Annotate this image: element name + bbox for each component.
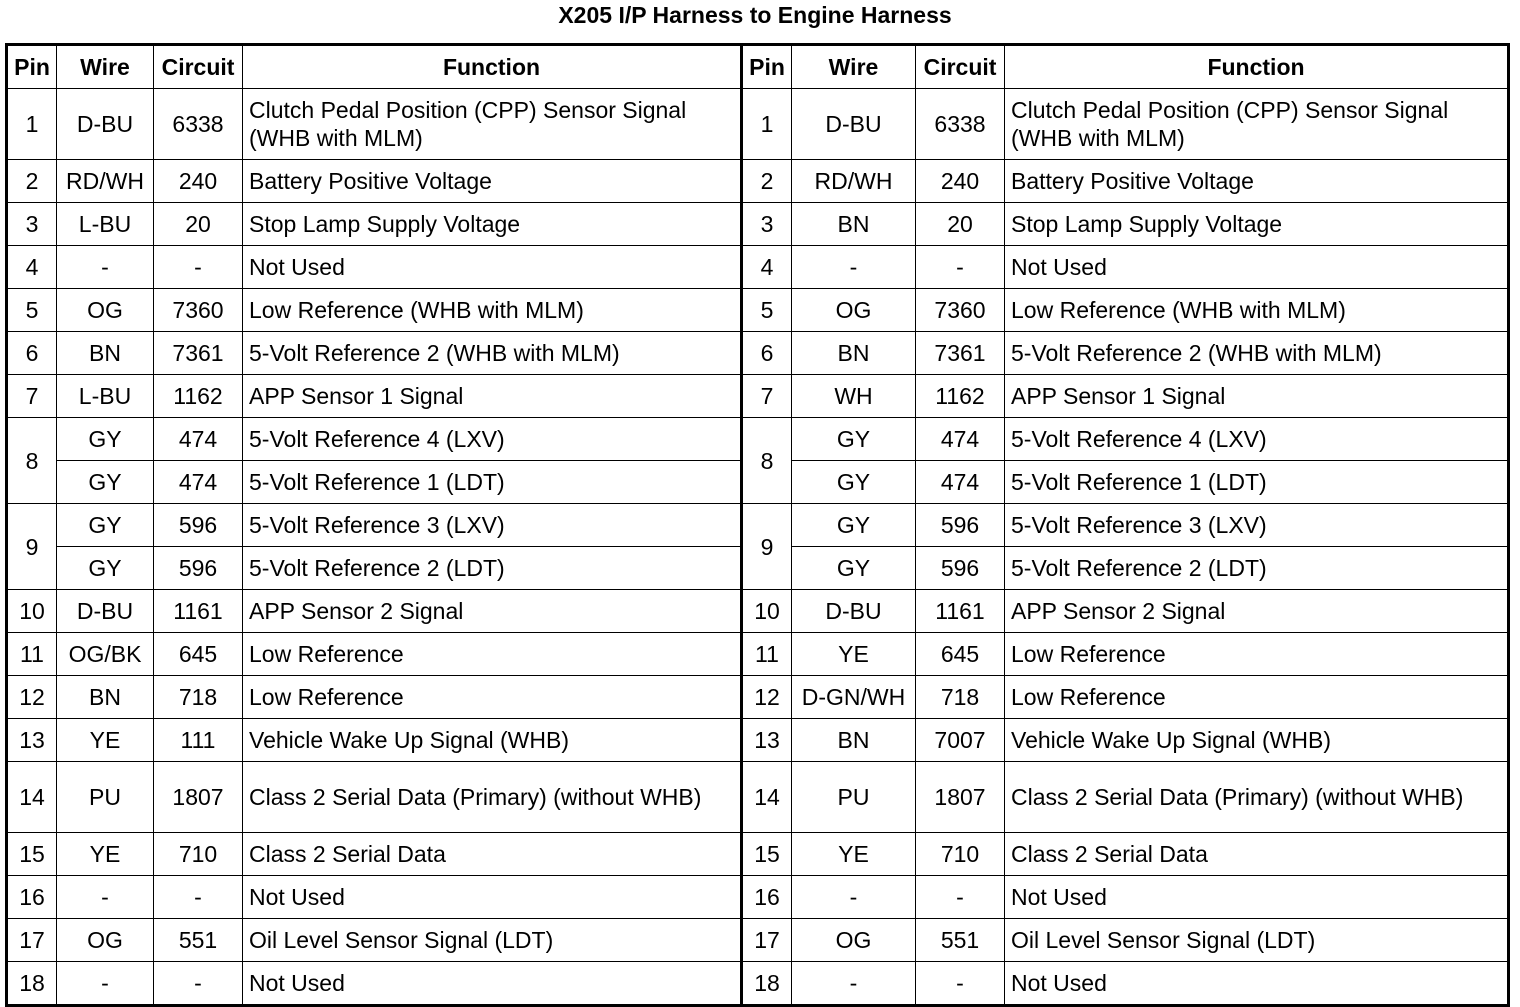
circuit-number: - <box>154 962 243 1006</box>
wire-color: GY <box>792 418 916 461</box>
function-description: 5-Volt Reference 2 (WHB with MLM) <box>1005 332 1509 375</box>
pin-number: 18 <box>7 962 57 1006</box>
pin-number: 7 <box>742 375 792 418</box>
function-description: 5-Volt Reference 4 (LXV) <box>243 418 742 461</box>
function-description: APP Sensor 1 Signal <box>1005 375 1509 418</box>
header-pin: Pin <box>742 45 792 89</box>
function-description: Stop Lamp Supply Voltage <box>243 203 742 246</box>
circuit-number: - <box>916 962 1005 1006</box>
circuit-number: 7361 <box>916 332 1005 375</box>
circuit-number: 710 <box>916 833 1005 876</box>
header-function: Function <box>243 45 742 89</box>
wire-color: BN <box>57 676 154 719</box>
function-description: Vehicle Wake Up Signal (WHB) <box>243 719 742 762</box>
wire-color: BN <box>792 332 916 375</box>
wire-color: - <box>792 962 916 1006</box>
circuit-number: - <box>916 876 1005 919</box>
table-row <box>7 762 1509 833</box>
function-description: APP Sensor 2 Signal <box>243 590 742 633</box>
pin-number: 12 <box>742 676 792 719</box>
pin-number: 8 <box>742 418 792 504</box>
wire-color: - <box>57 246 154 289</box>
pin-number: 8 <box>7 418 57 504</box>
function-description: 5-Volt Reference 1 (LDT) <box>1005 461 1509 504</box>
function-description: Not Used <box>1005 876 1509 919</box>
function-description: Low Reference (WHB with MLM) <box>243 289 742 332</box>
table-row <box>7 919 1509 962</box>
wire-color: YE <box>792 833 916 876</box>
table-row <box>7 590 1509 633</box>
circuit-number: 6338 <box>154 89 243 160</box>
function-description: Low Reference <box>1005 633 1509 676</box>
table-row <box>7 876 1509 919</box>
circuit-number: 7360 <box>916 289 1005 332</box>
circuit-number: 111 <box>154 719 243 762</box>
function-description: Battery Positive Voltage <box>1005 160 1509 203</box>
table-row <box>7 89 1509 160</box>
function-description: 5-Volt Reference 2 (LDT) <box>243 547 742 590</box>
function-description: Oil Level Sensor Signal (LDT) <box>1005 919 1509 962</box>
circuit-number: 645 <box>916 633 1005 676</box>
wire-color: GY <box>792 547 916 590</box>
wire-color: OG <box>792 289 916 332</box>
table-row <box>7 246 1509 289</box>
circuit-number: 1807 <box>154 762 243 833</box>
circuit-number: 596 <box>154 547 243 590</box>
pin-number: 15 <box>7 833 57 876</box>
pinout-body <box>7 89 1509 1006</box>
circuit-number: - <box>916 246 1005 289</box>
circuit-number: 1162 <box>154 375 243 418</box>
function-description: Oil Level Sensor Signal (LDT) <box>243 919 742 962</box>
wire-color: YE <box>57 719 154 762</box>
function-description: Battery Positive Voltage <box>243 160 742 203</box>
table-row <box>7 719 1509 762</box>
pin-number: 3 <box>742 203 792 246</box>
circuit-number: 596 <box>916 547 1005 590</box>
wire-color: GY <box>57 547 154 590</box>
function-description: Low Reference <box>1005 676 1509 719</box>
wire-color: YE <box>57 833 154 876</box>
wire-color: PU <box>792 762 916 833</box>
wire-color: YE <box>792 633 916 676</box>
pin-number: 14 <box>742 762 792 833</box>
circuit-number: 1162 <box>916 375 1005 418</box>
pin-number: 17 <box>742 919 792 962</box>
pin-number: 6 <box>742 332 792 375</box>
wire-color: L-BU <box>57 375 154 418</box>
header-row <box>7 45 1509 89</box>
pin-number: 6 <box>7 332 57 375</box>
pin-number: 5 <box>7 289 57 332</box>
pin-number: 13 <box>742 719 792 762</box>
table-row <box>7 418 1509 461</box>
function-description: 5-Volt Reference 4 (LXV) <box>1005 418 1509 461</box>
function-description: Not Used <box>243 962 742 1006</box>
header-circuit: Circuit <box>154 45 243 89</box>
function-description: Low Reference (WHB with MLM) <box>1005 289 1509 332</box>
circuit-number: 551 <box>154 919 243 962</box>
header-wire: Wire <box>57 45 154 89</box>
pin-number: 9 <box>7 504 57 590</box>
circuit-number: 474 <box>154 461 243 504</box>
circuit-number: 1807 <box>916 762 1005 833</box>
wire-color: - <box>792 876 916 919</box>
function-description: APP Sensor 1 Signal <box>243 375 742 418</box>
wire-color: GY <box>57 461 154 504</box>
function-description: Not Used <box>1005 962 1509 1006</box>
wire-color: GY <box>57 418 154 461</box>
function-description: 5-Volt Reference 3 (LXV) <box>1005 504 1509 547</box>
wire-color: RD/WH <box>792 160 916 203</box>
wire-color: WH <box>792 375 916 418</box>
pin-number: 18 <box>742 962 792 1006</box>
circuit-number: 710 <box>154 833 243 876</box>
circuit-number: 718 <box>154 676 243 719</box>
table-row <box>7 203 1509 246</box>
circuit-number: 7360 <box>154 289 243 332</box>
pin-number: 16 <box>7 876 57 919</box>
function-description: Class 2 Serial Data <box>1005 833 1509 876</box>
table-row <box>7 332 1509 375</box>
wire-color: D-GN/WH <box>792 676 916 719</box>
pin-number: 3 <box>7 203 57 246</box>
pin-number: 12 <box>7 676 57 719</box>
header-pin: Pin <box>7 45 57 89</box>
table-row <box>7 289 1509 332</box>
pin-number: 4 <box>7 246 57 289</box>
pin-number: 17 <box>7 919 57 962</box>
function-description: 5-Volt Reference 2 (WHB with MLM) <box>243 332 742 375</box>
pin-number: 4 <box>742 246 792 289</box>
wire-color: PU <box>57 762 154 833</box>
function-description: Not Used <box>243 246 742 289</box>
function-description: 5-Volt Reference 3 (LXV) <box>243 504 742 547</box>
wire-color: OG/BK <box>57 633 154 676</box>
pin-number: 10 <box>742 590 792 633</box>
pin-number: 1 <box>742 89 792 160</box>
header-circuit: Circuit <box>916 45 1005 89</box>
pin-number: 14 <box>7 762 57 833</box>
pin-number: 15 <box>742 833 792 876</box>
pin-number: 10 <box>7 590 57 633</box>
circuit-number: 551 <box>916 919 1005 962</box>
function-description: Stop Lamp Supply Voltage <box>1005 203 1509 246</box>
table-row <box>7 633 1509 676</box>
circuit-number: 6338 <box>916 89 1005 160</box>
function-description: 5-Volt Reference 1 (LDT) <box>243 461 742 504</box>
table-row <box>7 676 1509 719</box>
wire-color: GY <box>792 504 916 547</box>
function-description: Clutch Pedal Position (CPP) Sensor Signal (WHB with MLM) <box>243 89 742 160</box>
wire-color: D-BU <box>57 590 154 633</box>
circuit-number: 1161 <box>916 590 1005 633</box>
header-wire: Wire <box>792 45 916 89</box>
pin-number: 13 <box>7 719 57 762</box>
table-row <box>7 375 1509 418</box>
wire-color: BN <box>57 332 154 375</box>
circuit-number: 596 <box>916 504 1005 547</box>
pinout-table <box>5 43 1510 1007</box>
wire-color: D-BU <box>792 590 916 633</box>
function-description: Not Used <box>1005 246 1509 289</box>
circuit-number: 1161 <box>154 590 243 633</box>
pin-number: 5 <box>742 289 792 332</box>
circuit-number: 20 <box>916 203 1005 246</box>
wire-color: BN <box>792 719 916 762</box>
function-description: 5-Volt Reference 2 (LDT) <box>1005 547 1509 590</box>
wire-color: L-BU <box>57 203 154 246</box>
circuit-number: 240 <box>916 160 1005 203</box>
circuit-number: 7007 <box>916 719 1005 762</box>
wire-color: GY <box>792 461 916 504</box>
circuit-number: 240 <box>154 160 243 203</box>
circuit-number: 474 <box>916 418 1005 461</box>
wire-color: - <box>57 962 154 1006</box>
circuit-number: 474 <box>154 418 243 461</box>
function-description: Vehicle Wake Up Signal (WHB) <box>1005 719 1509 762</box>
pin-number: 7 <box>7 375 57 418</box>
wire-color: OG <box>57 919 154 962</box>
function-description: APP Sensor 2 Signal <box>1005 590 1509 633</box>
pin-number: 2 <box>7 160 57 203</box>
header-function: Function <box>1005 45 1509 89</box>
pin-number: 9 <box>742 504 792 590</box>
function-description: Not Used <box>243 876 742 919</box>
function-description: Class 2 Serial Data <box>243 833 742 876</box>
circuit-number: 7361 <box>154 332 243 375</box>
wire-color: BN <box>792 203 916 246</box>
function-description: Low Reference <box>243 633 742 676</box>
circuit-number: 596 <box>154 504 243 547</box>
circuit-number: 645 <box>154 633 243 676</box>
function-description: Class 2 Serial Data (Primary) (without WHB) <box>1005 762 1509 833</box>
function-description: Class 2 Serial Data (Primary) (without WHB) <box>243 762 742 833</box>
pin-number: 11 <box>742 633 792 676</box>
pin-number: 16 <box>742 876 792 919</box>
table-row <box>7 833 1509 876</box>
wire-color: GY <box>57 504 154 547</box>
table-row <box>7 160 1509 203</box>
pin-number: 11 <box>7 633 57 676</box>
wire-color: D-BU <box>57 89 154 160</box>
function-description: Clutch Pedal Position (CPP) Sensor Signal (WHB with MLM) <box>1005 89 1509 160</box>
wire-color: OG <box>57 289 154 332</box>
circuit-number: - <box>154 246 243 289</box>
page-title: X205 I/P Harness to Engine Harness <box>558 2 952 28</box>
pin-number: 1 <box>7 89 57 160</box>
wire-color: OG <box>792 919 916 962</box>
wire-color: D-BU <box>792 89 916 160</box>
circuit-number: - <box>154 876 243 919</box>
table-row <box>7 504 1509 547</box>
wire-color: RD/WH <box>57 160 154 203</box>
wire-color: - <box>792 246 916 289</box>
wire-color: - <box>57 876 154 919</box>
circuit-number: 474 <box>916 461 1005 504</box>
pin-number: 2 <box>742 160 792 203</box>
table-row <box>7 962 1509 1006</box>
circuit-number: 718 <box>916 676 1005 719</box>
function-description: Low Reference <box>243 676 742 719</box>
circuit-number: 20 <box>154 203 243 246</box>
